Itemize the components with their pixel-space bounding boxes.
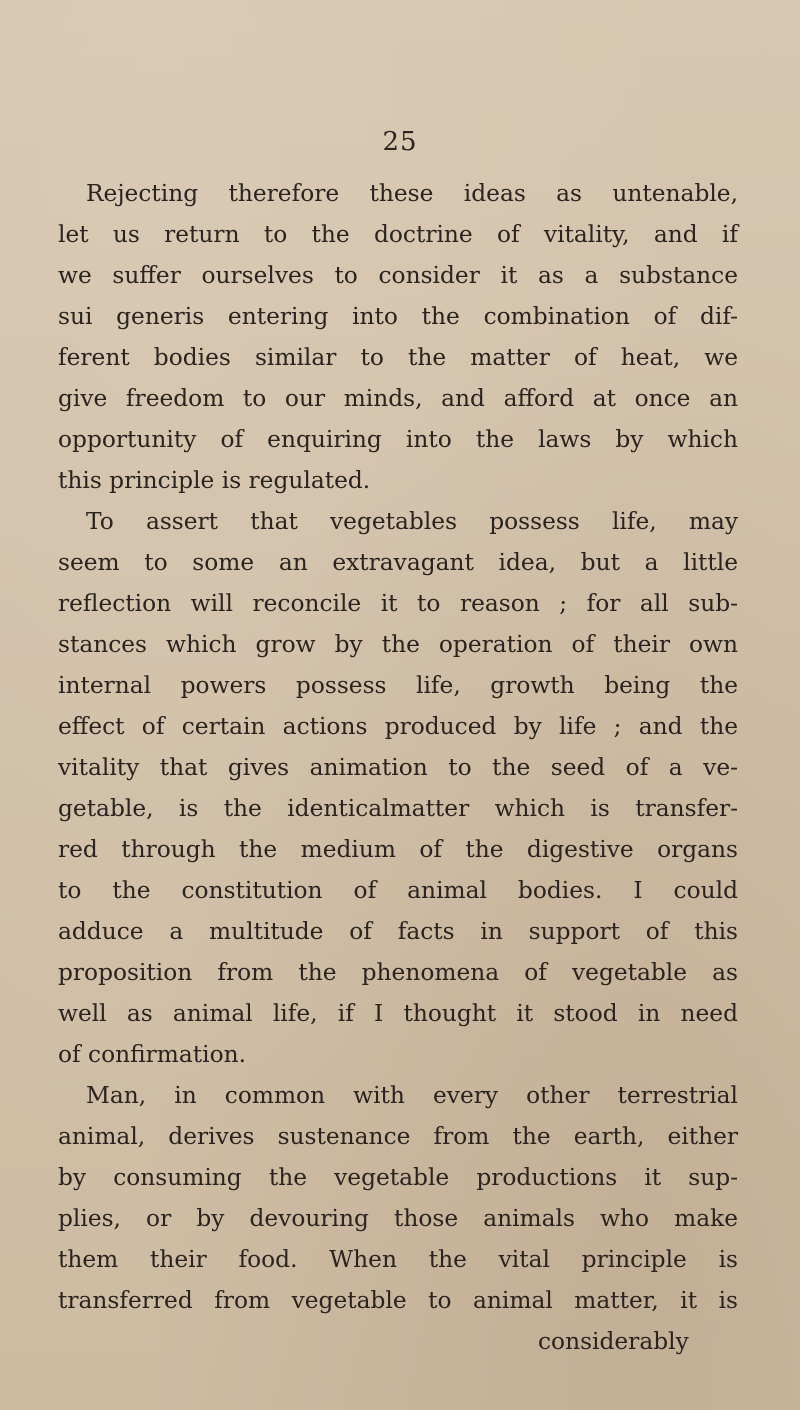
text-line: this principle is regulated. (58, 467, 371, 494)
text-line: stances which grow by the operation of their own (58, 631, 738, 658)
text-line: by consuming the vegetable productions it sup- (58, 1164, 738, 1191)
text-line: ferent bodies similar to the matter of heat, we (58, 344, 738, 371)
text-line: seem to some an extravagant idea, but a little (58, 549, 738, 576)
text-line: well as animal life, if I thought it stood in need (58, 1000, 738, 1027)
text-line: effect of certain actions produced by life ; and the (58, 713, 738, 740)
catchword: considerably (538, 1328, 689, 1355)
text-line: plies, or by devouring those animals who make (58, 1205, 738, 1232)
text-line: let us return to the doctrine of vitality, and if (58, 221, 738, 248)
text-line: transferred from vegetable to animal matter, it is (58, 1287, 738, 1314)
text-line: them their food. When the vital principle is (58, 1246, 738, 1273)
text-line: of confirmation. (58, 1041, 247, 1068)
text-line: to the constitution of animal bodies. I could (58, 877, 738, 904)
text-line: opportunity of enquiring into the laws by which (58, 426, 738, 453)
text-line: vitality that gives animation to the seed of a ve- (58, 754, 738, 781)
text-line: give freedom to our minds, and afford at once an (58, 385, 738, 412)
text-line: red through the medium of the digestive organs (58, 836, 738, 863)
text-line: we suffer ourselves to consider it as a substance (58, 262, 738, 289)
text-line: adduce a multitude of facts in support of this (58, 918, 738, 945)
text-line: animal, derives sustenance from the earth, either (58, 1123, 738, 1150)
text-line: getable, is the identicalmatter which is transfer- (58, 795, 738, 822)
text-line: To assert that vegetables possess life, may (86, 508, 738, 535)
page-number: 25 (382, 127, 418, 157)
text-line: internal powers possess life, growth being the (58, 672, 738, 699)
text-line: sui generis entering into the combination of dif- (58, 303, 738, 330)
text-line: proposition from the phenomena of vegetable as (58, 959, 738, 986)
text-line: Rejecting therefore these ideas as untenable, (86, 180, 738, 207)
text-line: reflection will reconcile it to reason ; for all sub- (58, 590, 738, 617)
text-line: Man, in common with every other terrestrial (86, 1082, 738, 1109)
